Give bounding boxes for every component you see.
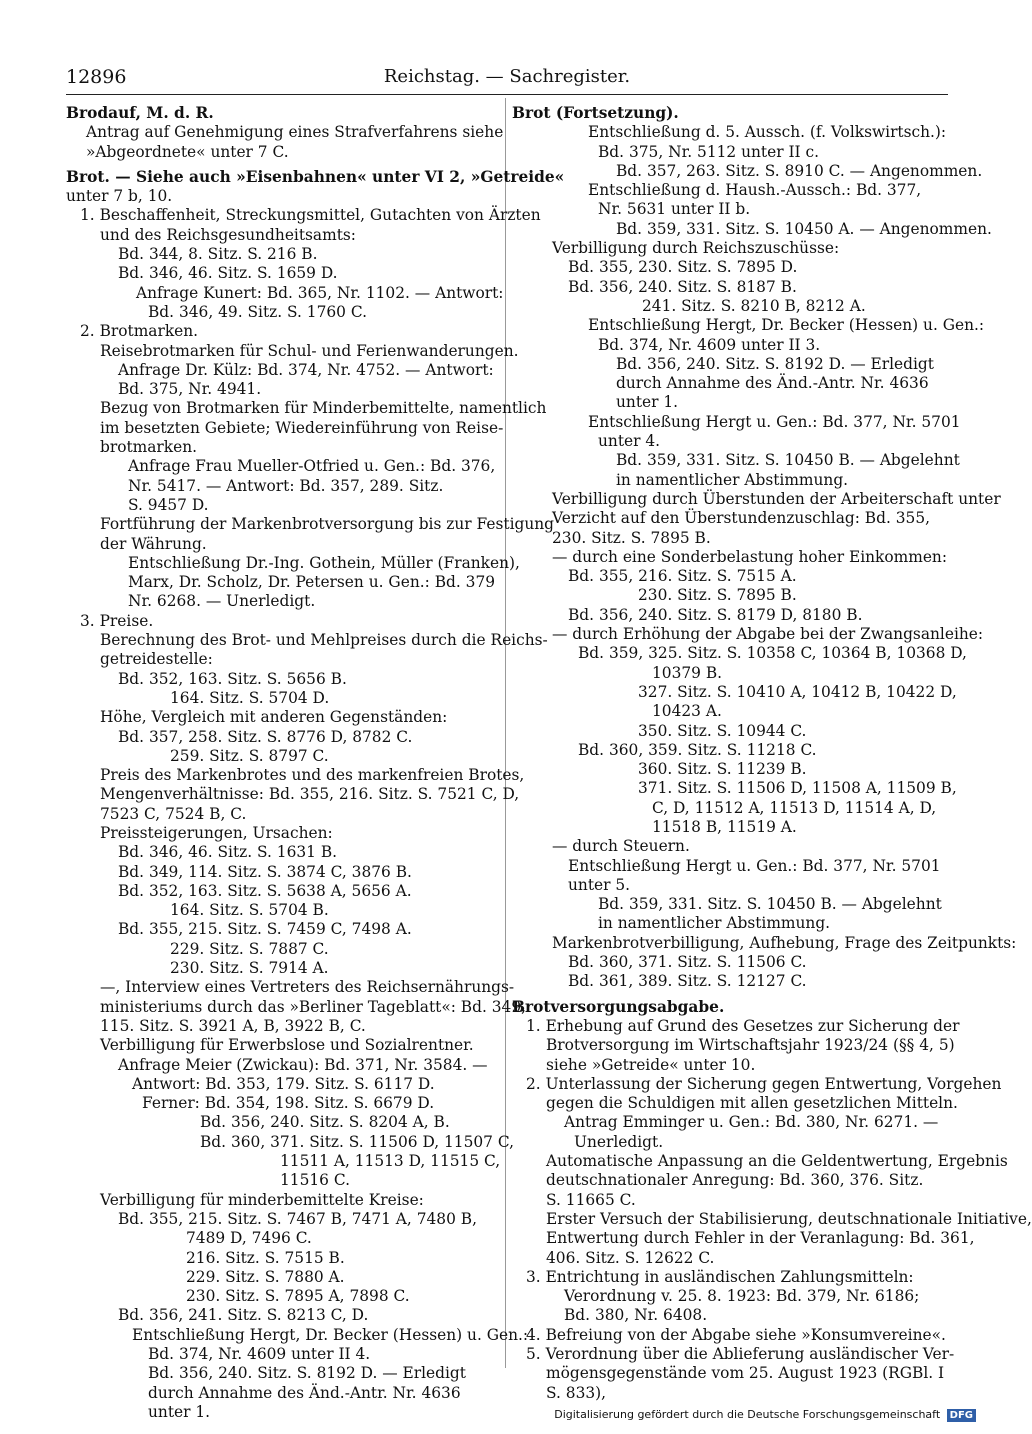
register-line: unter 1. xyxy=(148,1402,211,1421)
register-line: 406. Sitz. S. 12622 C. xyxy=(546,1248,715,1267)
register-line: S. 11665 C. xyxy=(546,1190,636,1209)
register-line: Verordnung v. 25. 8. 1923: Bd. 379, Nr. 6186; xyxy=(564,1287,920,1306)
register-line: Bd. 355, 216. Sitz. S. 7515 A. xyxy=(568,567,797,586)
register-line: Mengenverhältnisse: Bd. 355, 216. Sitz. S. 7521 C, D, xyxy=(100,785,520,804)
register-line: 241. Sitz. S. 8210 B, 8212 A. xyxy=(642,296,866,315)
register-line: Entschließung d. Haush.-Aussch.: Bd. 377, xyxy=(588,181,922,200)
register-line: — durch eine Sonderbelastung hoher Einkommen: xyxy=(552,547,948,566)
register-line: Bd. 360, 371. Sitz. S. 11506 D, 11507 C, xyxy=(200,1132,514,1151)
footer-credit xyxy=(554,1408,976,1422)
register-line: Entwertung durch Fehler in der Veranlagung: Bd. 361, xyxy=(546,1229,975,1248)
register-line: Bd. 352, 163. Sitz. S. 5638 A, 5656 A. xyxy=(118,881,412,900)
column-divider xyxy=(505,98,506,1368)
register-line: unter 5. xyxy=(568,875,631,894)
register-line: Bezug von Brotmarken für Minderbemittelte, namentlich xyxy=(100,399,547,418)
register-line: im besetzten Gebiete; Wiedereinführung von Reise- xyxy=(100,418,504,437)
register-line: 230. Sitz. S. 7914 A. xyxy=(170,959,329,978)
register-line: 229. Sitz. S. 7887 C. xyxy=(170,939,329,958)
register-line: 10379 B. xyxy=(652,663,723,682)
register-line: Entschließung Hergt u. Gen.: Bd. 377, Nr. 5701 xyxy=(568,856,941,875)
register-line: und des Reichsgesundheitsamts: xyxy=(100,225,356,244)
register-line: durch Annahme des Änd.-Antr. Nr. 4636 xyxy=(148,1383,461,1402)
register-line: 216. Sitz. S. 7515 B. xyxy=(186,1248,345,1267)
register-line: mögensgegenstände vom 25. August 1923 (RGBl. I xyxy=(546,1364,945,1383)
register-line: 7523 C, 7524 B, C. xyxy=(100,804,247,823)
running-title: Reichstag. — Sachregister. xyxy=(383,66,631,87)
register-line: Bd. 356, 240. Sitz. S. 8179 D, 8180 B. xyxy=(568,605,863,624)
register-line: gegen die Schuldigen mit allen gesetzlichen Mitteln. xyxy=(546,1094,958,1113)
register-line: Antwort: Bd. 353, 179. Sitz. S. 6117 D. xyxy=(132,1074,435,1093)
register-line: Verbilligung durch Reichszuschüsse: xyxy=(552,239,840,258)
register-line: ministeriums durch das »Berliner Tageblatt«: Bd. 349, xyxy=(100,997,527,1016)
dfg-logo: DFG xyxy=(947,1409,976,1422)
register-line: Reisebrotmarken für Schul- und Ferienwanderungen. xyxy=(100,341,519,360)
register-line: Preissteigerungen, Ursachen: xyxy=(100,823,333,842)
register-line: unter 4. xyxy=(598,432,661,451)
register-line: Bd. 356, 241. Sitz. S. 8213 C, D. xyxy=(118,1306,369,1325)
register-line: 5. Verordnung über die Ablieferung ausländischer Ver- xyxy=(526,1345,955,1363)
register-line: Verbilligung durch Überstunden der Arbeiterschaft unter xyxy=(552,489,1001,508)
register-line: Bd. 346, 46. Sitz. S. 1659 D. xyxy=(118,264,338,283)
register-line: 2. Unterlassung der Sicherung gegen Entwertung, Vorgehen xyxy=(526,1074,1002,1093)
register-line: Bd. 355, 215. Sitz. S. 7459 C, 7498 A. xyxy=(118,920,412,939)
page-header xyxy=(66,62,948,95)
register-line: 350. Sitz. S. 10944 C. xyxy=(638,721,807,740)
register-line: 10423 A. xyxy=(652,702,722,721)
register-line: Bd. 359, 331. Sitz. S. 10450 B. — Abgelehnt xyxy=(616,451,960,470)
entry-heading: Brotversorgungsabgabe. xyxy=(512,997,725,1016)
register-line: 229. Sitz. S. 7880 A. xyxy=(186,1267,345,1286)
register-line: 164. Sitz. S. 5704 B. xyxy=(170,901,329,920)
register-line: 259. Sitz. S. 8797 C. xyxy=(170,746,329,765)
register-line: Markenbrotverbilligung, Aufhebung, Frage des Zeitpunkts: xyxy=(552,933,1017,952)
register-line: Fortführung der Markenbrotversorgung bis zur Festigung xyxy=(100,515,555,534)
register-line: Verbilligung für Erwerbslose und Sozialrentner. xyxy=(100,1036,474,1055)
register-line: Berechnung des Brot- und Mehlpreises durch die Reichs- xyxy=(100,631,548,650)
register-line: 164. Sitz. S. 5704 D. xyxy=(170,688,330,707)
register-line: in namentlicher Abstimmung. xyxy=(616,470,849,489)
entry-heading: Brodauf, M. d. R. xyxy=(66,104,214,122)
register-line: 3. Preise. xyxy=(80,611,154,630)
right-column xyxy=(512,104,1032,1403)
register-line: Höhe, Vergleich mit anderen Gegenständen: xyxy=(100,708,448,727)
register-line: Bd. 356, 240. Sitz. S. 8192 D. — Erledigt xyxy=(616,354,934,373)
register-line: Bd. 360, 359. Sitz. S. 11218 C. xyxy=(578,740,817,759)
register-line: Preis des Markenbrotes und des markenfreien Brotes, xyxy=(100,766,525,785)
register-line: Antrag auf Genehmigung eines Strafverfahrens siehe xyxy=(86,123,504,142)
register-line: 11516 C. xyxy=(280,1171,350,1190)
register-line: Bd. 360, 371. Sitz. S. 11506 C. xyxy=(568,953,807,972)
register-line: Anfrage Kunert: Bd. 365, Nr. 1102. — Antwort: xyxy=(136,283,504,302)
register-line: Bd. 356, 240. Sitz. S. 8192 D. — Erledigt xyxy=(148,1364,466,1383)
register-line: Bd. 375, Nr. 5112 unter II c. xyxy=(598,142,820,161)
register-line: 2. Brotmarken. xyxy=(80,322,199,341)
entry-heading: Brot (Fortsetzung). xyxy=(512,104,679,122)
register-line: Brotversorgung im Wirtschaftsjahr 1923/24 (§§ 4, 5) xyxy=(546,1036,955,1055)
register-line: Entschließung Hergt, Dr. Becker (Hessen) u. Gen.: xyxy=(588,316,985,335)
register-line: Unerledigt. xyxy=(574,1132,664,1151)
register-line: Bd. 359, 325. Sitz. S. 10358 C, 10364 B, 10368 D, xyxy=(578,644,967,663)
register-line: C, D, 11512 A, 11513 D, 11514 A, D, xyxy=(652,798,937,817)
register-line: Bd. 357, 263. Sitz. S. 8910 C. — Angenommen. xyxy=(616,161,983,180)
register-line: siehe »Getreide« unter 10. xyxy=(546,1055,756,1074)
register-line: Entschließung d. 5. Aussch. (f. Volkswirtsch.): xyxy=(588,123,947,142)
register-line: 327. Sitz. S. 10410 A, 10412 B, 10422 D, xyxy=(638,682,957,701)
register-line: 360. Sitz. S. 11239 B. xyxy=(638,760,807,779)
register-line: in namentlicher Abstimmung. xyxy=(598,914,831,933)
register-line: Bd. 374, Nr. 4609 unter II 3. xyxy=(598,335,821,354)
register-line: unter 7 b, 10. xyxy=(66,187,173,206)
register-line: Verzicht auf den Überstundenzuschlag: Bd. 355, xyxy=(552,509,931,528)
register-line: Bd. 346, 46. Sitz. S. 1631 B. xyxy=(118,843,338,862)
register-line: getreidestelle: xyxy=(100,650,213,669)
register-line: Anfrage Frau Mueller-Otfried u. Gen.: Bd. 376, xyxy=(128,457,496,476)
register-line: —, Interview eines Vertreters des Reichsernährungs- xyxy=(100,978,515,997)
register-line: Bd. 375, Nr. 4941. xyxy=(118,380,262,399)
register-line: 115. Sitz. S. 3921 A, B, 3922 B, C. xyxy=(100,1016,366,1035)
entry-heading: Brot. — Siehe auch »Eisenbahnen« unter VI 2, »Getreide« xyxy=(66,167,565,186)
register-line: Bd. 357, 258. Sitz. S. 8776 D, 8782 C. xyxy=(118,727,413,746)
register-line: 11511 A, 11513 D, 11515 C, xyxy=(280,1152,501,1171)
register-line: Bd. 344, 8. Sitz. S. 216 B. xyxy=(118,245,318,264)
page-number: 12896 xyxy=(66,66,127,88)
register-line: Nr. 6268. — Unerledigt. xyxy=(128,592,316,611)
register-line: 1. Erhebung auf Grund des Gesetzes zur Sicherung der xyxy=(526,1016,960,1035)
footer-text: Digitalisierung gefördert durch die Deutsche Forschungsgemeinschaft xyxy=(554,1408,941,1421)
register-line: 4. Befreiung von der Abgabe siehe »Konsumvereine«. xyxy=(526,1325,946,1344)
register-line: der Währung. xyxy=(100,534,207,553)
register-line: 230. Sitz. S. 7895 B. xyxy=(638,586,797,605)
register-line: Bd. 355, 230. Sitz. S. 7895 D. xyxy=(568,258,798,277)
register-line: 3. Entrichtung in ausländischen Zahlungsmitteln: xyxy=(526,1267,914,1286)
register-line: 7489 D, 7496 C. xyxy=(186,1229,312,1248)
register-line: brotmarken. xyxy=(100,438,198,457)
register-line: Bd. 355, 215. Sitz. S. 7467 B, 7471 A, 7480 B, xyxy=(118,1209,477,1228)
register-line: S. 9457 D. xyxy=(128,495,209,514)
register-line: Bd. 380, Nr. 6408. xyxy=(564,1306,708,1325)
register-line: Marx, Dr. Scholz, Dr. Petersen u. Gen.: Bd. 379 xyxy=(128,573,496,592)
register-line: unter 1. xyxy=(616,393,679,412)
register-line: Verbilligung für minderbemittelte Kreise: xyxy=(100,1190,424,1209)
register-line: 371. Sitz. S. 11506 D, 11508 A, 11509 B, xyxy=(638,779,957,798)
register-line: durch Annahme des Änd.-Antr. Nr. 4636 xyxy=(616,374,929,393)
register-line: Ferner: Bd. 354, 198. Sitz. S. 6679 D. xyxy=(142,1094,435,1113)
register-line: Bd. 359, 331. Sitz. S. 10450 A. — Angenommen. xyxy=(616,219,992,238)
register-line: Bd. 359, 331. Sitz. S. 10450 B. — Abgelehnt xyxy=(598,895,942,914)
register-line: »Abgeordnete« unter 7 C. xyxy=(86,142,289,161)
register-line: Nr. 5417. — Antwort: Bd. 357, 289. Sitz. xyxy=(128,476,444,495)
register-line: Bd. 349, 114. Sitz. S. 3874 C, 3876 B. xyxy=(118,862,412,881)
register-line: Erster Versuch der Stabilisierung, deutschnationale Initiative, xyxy=(546,1209,1032,1228)
register-line: Entschließung Hergt, Dr. Becker (Hessen) u. Gen.: xyxy=(132,1325,529,1344)
register-line: 11518 B, 11519 A. xyxy=(652,817,797,836)
register-line: 230. Sitz. S. 7895 B. xyxy=(552,528,711,547)
register-line: Anfrage Dr. Külz: Bd. 374, Nr. 4752. — Antwort: xyxy=(118,360,494,379)
register-line: — durch Steuern. xyxy=(552,837,690,856)
register-line: Bd. 352, 163. Sitz. S. 5656 B. xyxy=(118,669,347,688)
register-line: — durch Erhöhung der Abgabe bei der Zwangsanleihe: xyxy=(552,625,984,644)
register-line: Bd. 374, Nr. 4609 unter II 4. xyxy=(148,1345,371,1363)
register-line: 1. Beschaffenheit, Streckungsmittel, Gutachten von Ärzten xyxy=(80,206,541,225)
register-line: deutschnationaler Anregung: Bd. 360, 376. Sitz. xyxy=(546,1171,924,1190)
register-line: S. 833), xyxy=(546,1383,607,1402)
register-line: Bd. 361, 389. Sitz. S. 12127 C. xyxy=(568,972,807,991)
register-line: Nr. 5631 unter II b. xyxy=(598,200,751,219)
register-line: Entschließung Hergt u. Gen.: Bd. 377, Nr. 5701 xyxy=(588,412,961,431)
register-line: 230. Sitz. S. 7895 A, 7898 C. xyxy=(186,1287,410,1306)
left-column xyxy=(66,104,565,1422)
register-line: Anfrage Meier (Zwickau): Bd. 371, Nr. 3584. — xyxy=(118,1055,488,1074)
register-line: Antrag Emminger u. Gen.: Bd. 380, Nr. 6271. — xyxy=(564,1113,939,1132)
register-line: Entschließung Dr.-Ing. Gothein, Müller (Franken), xyxy=(128,553,520,572)
register-line: Bd. 356, 240. Sitz. S. 8187 B. xyxy=(568,277,797,296)
register-line: Bd. 356, 240. Sitz. S. 8204 A, B. xyxy=(200,1113,450,1132)
register-line: Automatische Anpassung an die Geldentwertung, Ergebnis xyxy=(546,1152,1008,1171)
register-line: Bd. 346, 49. Sitz. S. 1760 C. xyxy=(148,302,367,321)
